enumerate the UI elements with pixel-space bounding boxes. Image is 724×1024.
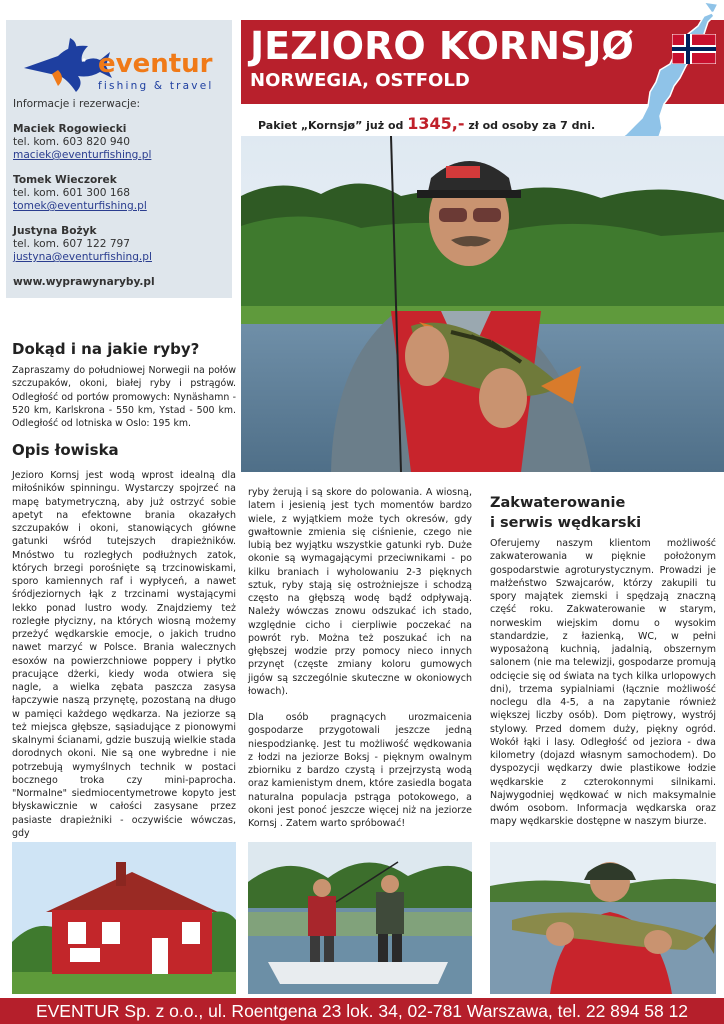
website-link[interactable]: www.wyprawynaryby.pl [13,276,155,288]
fishing-text-column-2 [248,486,472,830]
heading-line: i serwis wędkarski [490,515,642,531]
offer-prefix: Pakiet „Kornsjø” już od [258,119,408,132]
accommodation-text-column [490,537,716,829]
contact-phone: tel. kom. 607 122 797 [13,238,131,250]
contact-email-link[interactable]: maciek@eventurfishing.pl [13,149,152,161]
contacts-block [13,98,228,289]
page-title: JEZIORO KORNSJØ [250,24,634,68]
heading-line: Zakwaterowanie [490,495,626,511]
section-heading-fishing: Opis łowiska [12,441,119,459]
paragraph: ryby żerują i są skore do polowania. A wiosną, latem i jesienią jest tych momentów bardzo wiele, z wyjątkiem może tych okresów, gdy gwałtownie zmienia się ciśnienie, czego nie lubią bez wyjątku wszystkie gatunki ryb. Duże okonie są wymagającymi przeciwnikami - po kilku braniach i wyholowaniu 2-3 pięknych sztuk, ryby stają się ostrożniejsze i schodzą często na głębszą wodę bądź odpływają. Należy wówczas znowu odszukać ich stado, względnie cicho i cierpliwie poczekać na powrót ryb. Można też poszukać ich na głębszej wodzie przy pomocy nieco innych przynęt (częste zmiany koloru gumowych jigów są szczególnie skuteczne w okoniowych łowach). [248,487,472,697]
contact-email-link[interactable]: justyna@eventurfishing.pl [13,251,152,263]
contact-name: Justyna Bożyk [13,225,97,237]
angler-with-pike-photo [490,842,716,994]
offer-price: 1345,- [407,114,465,133]
fishing-text-column-1 [12,469,236,840]
page-subtitle: NORWEGIA, OSTFOLD [250,70,470,91]
svg-text:eventur: eventur [98,49,213,79]
contacts-heading: Informacje i rezerwacje: [13,98,141,110]
offer-line [258,114,595,133]
contact-name: Tomek Wieczorek [13,174,117,186]
offer-suffix: zł od osoby za 7 dni. [464,119,596,132]
section-heading-accommodation [490,493,641,533]
contact-email-link[interactable]: tomek@eventurfishing.pl [13,200,147,212]
angler-with-perch-photo [241,136,724,472]
footer-address: EVENTUR Sp. z o.o., ul. Roentgena 23 lok. 34, 02-781 Warszawa, tel. 22 894 58 12 [35,1001,689,1021]
contact-person [13,225,228,264]
contact-info-box [6,20,232,298]
norway-flag-icon [672,34,716,64]
red-house-photo [12,842,236,994]
contact-person [13,174,228,213]
contact-name: Maciek Rogowiecki [13,123,127,135]
contact-phone: tel. kom. 603 820 940 [13,136,131,148]
svg-text:fishing & travel: fishing & travel [98,80,214,92]
contact-person [13,123,228,162]
anglers-in-boat-photo [248,842,472,994]
eventur-logo [18,26,228,106]
contact-phone: tel. kom. 601 300 168 [13,187,131,199]
paragraph: Jezioro Kornsj jest wodą wprost idealną dla miłośników spinningu. Wystarczy spojrzeć na mapę batymetryczną, aby już ostrzyć sobie apetyt na efektowne brania okazałych szczupaków i okoni, stanowiących główne gatunki wśród tutejszych drapieżników. Mnóstwo tu rozległych podłużnych zatok, których brzegi porośnięte są trzcinowiskami, sporo kamiennych raf i wypłyceń, a nawet śródjeziornych łąk z trzcinami wystającymi lekko ponad lustro wody. Znajdziemy też rozległe płycizny, na których wiosną możemy przeżyć wędkarskie emocje, o jakich trudno nawet marzyć w Polsce. Brania walecznych esoxów na powierzchniowe poppery i płytko pracujące dżerki, kiedy woda otwiera się nagle, a wielka zębata paszcza zasysa łapczywie naszą przynętę, pozostaną na długo w pamięci każdego wędkarza. Na jeziorze są też miejsca głębsze, sąsiadujące z pionowymi skalnymi ścianami, gdzie buszują wielkie stada dorodnych okoni. Nie są one wybredne i nie potrzebują wymyślnych technik w postaci bocznego troka czy mini-paprocha. "Normalne" siedmiocentymetrowe kopyto jest błyskawicznie w całości zasysane przez pasiaste drapieżniki - oczywiście wówczas, gdy [12,470,236,839]
section-text-where: Zapraszamy do południowej Norwegii na połów szczupaków, okoni, białej ryby i pstrągów. Odległość od portów promowych: Nynäshamn - 520 km, Karlskrona - 550 km, Ystad - 500 km. Odległość od lotniska w Oslo: 195 km. [12,365,236,430]
section-heading-where: Dokąd i na jakie ryby? [12,340,200,358]
paragraph: Oferujemy naszym klientom możliwość zakwaterowania w pięknie położonym gospodarstwie agroturystycznym. Prowadzi je małżeństwo Szwajcarów, którzy zakupili tu spory majątek ziemski i spędzają znaczną część roku. Zakwaterowanie w starym, norweskim wiejskim domu o wysokim standardzie, z łazienką, WC, w pełni wyposażoną kuchnią, jadalnią, obszernym salonem (nie ma telewizji, gospodarze promują odcięcie się od świata na tych kilka urlopowych dni), trzema sypialniami (łącznie możliwość noclegu dla 4-5, a na zapytanie również większej liczby osób). Dom piętrowy, wystrój stylowy. Przed domem duży, piękny ogród. Wokół łąki i lasy. Odległość od jeziora - dwa kilometry (dojazd własnym samochodem). Do dyspozycji wędkarzy dwie plastikowe łodzie wędkarskie z czterokonnymi silnikami. Najwygodniej wędkować w nich maksymalnie dwóm osobom. Informacja wędkarska oraz mapy wędkarskie dostępne w naszym biurze. [490,538,716,828]
paragraph: Dla osób pragnących urozmaicenia gospodarze przygotowali jeszcze jedną niespodziankę. Jest tu możliwość wędkowania z łodzi na jeziorze Boksj - pięknym owalnym zbiorniku z bardzo czystą i przejrzystą wodą oraz kamienistym dnem, które zasiedla bogata naturalna populacja pstrąga potokowego, a okoni jest ponoć jeszcze więcej niż na jeziorze Kornsj . Zatem warto spróbować! [248,712,472,829]
